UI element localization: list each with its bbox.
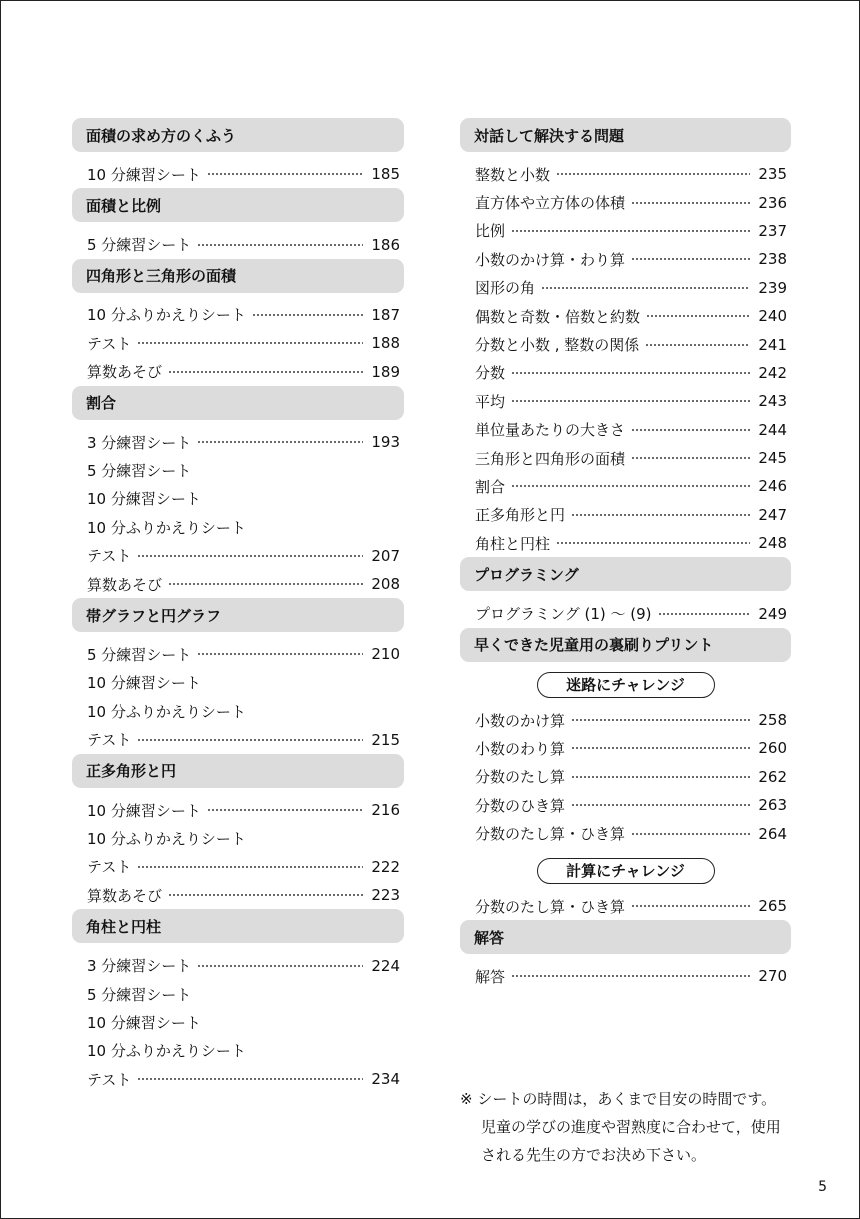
toc-entry-page: 262 — [758, 767, 787, 786]
section-entries — [460, 662, 791, 920]
toc-entry-label: 10 分ふりかえりシート — [87, 518, 246, 537]
toc-entry — [460, 444, 791, 472]
section-entries — [72, 788, 404, 910]
toc-entry-page: 243 — [758, 392, 787, 411]
section-header: 帯グラフと円グラフ — [72, 598, 404, 632]
dot-leader — [631, 199, 750, 207]
toc-entry — [460, 359, 791, 387]
dot-leader — [571, 716, 750, 724]
dot-leader — [197, 438, 363, 446]
dot-leader — [631, 255, 750, 263]
toc-entry — [72, 456, 404, 484]
dot-leader — [631, 426, 750, 434]
section-header: 面積の求め方のくふう — [72, 118, 404, 152]
dot-leader — [511, 482, 750, 490]
toc-entry-page: 188 — [371, 334, 400, 353]
toc-entry-label: 偶数と奇数・倍数と約数 — [475, 307, 641, 326]
dot-leader — [511, 972, 750, 980]
toc-entry-page: 186 — [371, 235, 400, 254]
toc-entry — [72, 980, 404, 1008]
dot-leader — [571, 773, 750, 781]
toc-entry-label: 正多角形と円 — [475, 506, 566, 525]
time-note — [460, 1085, 800, 1169]
toc-entry-label: 5 分練習シート — [87, 236, 192, 255]
section-header: 対話して解決する問題 — [460, 118, 791, 152]
toc-entry — [460, 188, 791, 216]
dot-leader — [197, 241, 363, 249]
toc-entry-label: 分数のたし算・ひき算 — [475, 825, 626, 844]
toc-entry — [72, 881, 404, 909]
dot-leader — [658, 610, 751, 618]
section-header: 角柱と円柱 — [72, 909, 404, 943]
dot-leader — [556, 170, 750, 178]
toc-entry-page: 207 — [371, 546, 400, 565]
toc-entry-page: 236 — [758, 193, 787, 212]
toc-entry — [460, 274, 791, 302]
toc-entry-page: 258 — [758, 711, 787, 730]
dot-leader — [645, 341, 750, 349]
toc-entry-label: 小数のかけ算・わり算 — [475, 250, 626, 269]
toc-entry-label: 5 分練習シート — [87, 985, 192, 1004]
toc-entry-label: 5 分練習シート — [87, 645, 192, 664]
toc-entry-page: 185 — [371, 165, 400, 184]
dot-leader — [137, 736, 363, 744]
toc-entry — [460, 387, 791, 415]
toc-entry-label: テスト — [87, 334, 132, 353]
section-entries — [72, 632, 404, 754]
toc-entry — [460, 501, 791, 529]
toc-left-column — [72, 118, 404, 1093]
toc-entry-page: 235 — [758, 165, 787, 184]
toc-entry-label: 10 分ふりかえりシート — [87, 306, 246, 325]
page-number: 5 — [818, 1179, 827, 1195]
toc-entry-label: 10 分ふりかえりシート — [87, 829, 246, 848]
section-entries — [72, 222, 404, 258]
toc-entry-page: 247 — [758, 505, 787, 524]
toc-entry-page: 234 — [371, 1070, 400, 1089]
dot-leader — [137, 863, 363, 871]
toc-entry-label: 3 分練習シート — [87, 433, 192, 452]
toc-entry-page: 270 — [758, 967, 787, 986]
toc-entry — [460, 599, 791, 627]
toc-entry — [72, 570, 404, 598]
toc-entry — [72, 428, 404, 456]
subgroup-heading — [460, 662, 791, 706]
toc-entry-page: 238 — [758, 250, 787, 269]
toc-entry — [72, 669, 404, 697]
dot-leader — [631, 454, 750, 462]
toc-entry — [460, 734, 791, 762]
section-header: 解答 — [460, 920, 791, 954]
toc-entry-label: テスト — [87, 1070, 132, 1089]
toc-entry — [460, 706, 791, 734]
dot-leader — [571, 511, 750, 519]
dot-leader — [556, 539, 750, 547]
toc-entry — [72, 301, 404, 329]
toc-entry — [72, 640, 404, 668]
toc-entry-label: 分数と小数 , 整数の関係 — [475, 336, 640, 355]
toc-entry-page: 244 — [758, 420, 787, 439]
toc-entry-label: テスト — [87, 547, 132, 566]
dot-leader — [137, 552, 363, 560]
toc-entry-label: 分数のたし算 — [475, 768, 566, 787]
section-header: 早くできた児童用の裏刷りプリント — [460, 628, 791, 662]
dot-leader — [168, 580, 363, 588]
toc-right-column — [460, 118, 791, 991]
toc-entry — [460, 416, 791, 444]
toc-entry — [72, 951, 404, 979]
toc-entry-page: 210 — [371, 645, 400, 664]
toc-entry — [72, 358, 404, 386]
toc-entry — [72, 796, 404, 824]
toc-entry-label: 10 分練習シート — [87, 1013, 201, 1032]
section-header: 割合 — [72, 386, 404, 420]
toc-entry — [72, 853, 404, 881]
toc-entry-label: プログラミング (1) 〜 (9) — [475, 605, 652, 624]
section-entries — [460, 954, 791, 990]
toc-entry-page: 245 — [758, 449, 787, 468]
toc-entry-label: 10 分練習シート — [87, 674, 201, 693]
toc-entry-label: 平均 — [475, 392, 506, 411]
toc-entry-label: 小数のわり算 — [475, 739, 566, 758]
toc-entry-label: テスト — [87, 858, 132, 877]
toc-entry-label: 三角形と四角形の面積 — [475, 449, 626, 468]
toc-entry-page: 224 — [371, 956, 400, 975]
toc-entry — [460, 791, 791, 819]
toc-entry-page: 216 — [371, 801, 400, 820]
toc-entry — [460, 302, 791, 330]
dot-leader — [511, 227, 750, 235]
toc-entry-page: 240 — [758, 307, 787, 326]
toc-entry — [72, 485, 404, 513]
section-entries — [72, 943, 404, 1093]
toc-entry — [72, 824, 404, 852]
toc-entry-label: 小数のかけ算 — [475, 711, 566, 730]
section-header: プログラミング — [460, 557, 791, 591]
toc-entry — [72, 725, 404, 753]
dot-leader — [646, 312, 750, 320]
dot-leader — [137, 1075, 363, 1083]
toc-entry-page: 260 — [758, 739, 787, 758]
dot-leader — [571, 801, 750, 809]
toc-entry — [460, 245, 791, 273]
toc-entry — [460, 763, 791, 791]
toc-entry — [460, 472, 791, 500]
toc-entry-page: 246 — [758, 477, 787, 496]
subgroup-pill: 迷路にチャレンジ — [537, 672, 715, 698]
toc-entry-label: 分数のたし算・ひき算 — [475, 897, 626, 916]
toc-entry-page: 241 — [758, 335, 787, 354]
toc-entry-label: 算数あそび — [87, 886, 163, 905]
dot-leader — [168, 368, 363, 376]
section-entries — [460, 591, 791, 627]
section-header: 正多角形と円 — [72, 754, 404, 788]
toc-entry-label: 5 分練習シート — [87, 462, 192, 481]
subgroup-pill: 計算にチャレンジ — [537, 858, 715, 884]
toc-entry-page: 222 — [371, 857, 400, 876]
toc-entry — [72, 230, 404, 258]
toc-entry — [72, 697, 404, 725]
toc-entry — [460, 160, 791, 188]
toc-entry-page: 265 — [758, 897, 787, 915]
toc-entry — [72, 1065, 404, 1093]
toc-entry-page: 223 — [371, 886, 400, 905]
toc-entry — [460, 217, 791, 245]
toc-entry-label: 算数あそび — [87, 575, 163, 594]
toc-entry — [72, 329, 404, 357]
toc-entry — [460, 892, 791, 920]
dot-leader — [207, 806, 364, 814]
section-header: 面積と比例 — [72, 188, 404, 222]
toc-entry — [72, 160, 404, 188]
toc-entry-label: 割合 — [475, 477, 506, 496]
toc-entry-page: 189 — [371, 362, 400, 381]
toc-entry-label: 10 分練習シート — [87, 490, 201, 509]
toc-entry — [72, 1008, 404, 1036]
toc-entry-page: 249 — [758, 604, 787, 623]
toc-entry-page: 239 — [758, 278, 787, 297]
section-entries — [72, 293, 404, 386]
toc-entry-label: 図形の角 — [475, 279, 536, 298]
toc-entry-label: 10 分ふりかえりシート — [87, 1042, 246, 1061]
dot-leader — [197, 650, 363, 658]
toc-entry-page: 242 — [758, 363, 787, 382]
toc-entry-label: 分数 — [475, 364, 506, 383]
dot-leader — [511, 369, 750, 377]
toc-entry — [460, 529, 791, 557]
toc-entry-page: 208 — [371, 575, 400, 594]
toc-entry-label: 算数あそび — [87, 363, 163, 382]
toc-entry-label: 解答 — [475, 967, 506, 986]
toc-entry-label: 角柱と円柱 — [475, 534, 551, 553]
section-header: 四角形と三角形の面積 — [72, 259, 404, 293]
toc-entry-label: 10 分練習シート — [87, 801, 201, 820]
dot-leader — [571, 744, 750, 752]
toc-entry — [460, 819, 791, 847]
subgroup-heading — [460, 848, 791, 892]
toc-entry-page: 248 — [758, 534, 787, 553]
toc-entry — [72, 513, 404, 541]
toc-entry-label: テスト — [87, 731, 132, 750]
toc-entry — [460, 962, 791, 990]
dot-leader — [252, 311, 364, 319]
dot-leader — [541, 284, 750, 292]
dot-leader — [207, 170, 364, 178]
toc-entry-label: 10 分ふりかえりシート — [87, 702, 246, 721]
note-line-1: ※ シートの時間は，あくまで目安の時間です。 — [460, 1090, 777, 1108]
section-entries — [72, 152, 404, 188]
toc-entry-page: 237 — [758, 221, 787, 240]
section-entries — [72, 420, 404, 598]
dot-leader — [631, 902, 750, 910]
toc-entry — [72, 1037, 404, 1065]
toc-entry-label: 整数と小数 — [475, 165, 551, 184]
toc-entry-page: 193 — [371, 433, 400, 452]
dot-leader — [137, 339, 363, 347]
toc-entry-page: 215 — [371, 730, 400, 749]
toc-entry-label: 10 分練習シート — [87, 165, 201, 184]
toc-entry — [72, 542, 404, 570]
toc-entry-page: 264 — [758, 824, 787, 843]
toc-entry-page: 187 — [371, 305, 400, 324]
toc-entry-label: 3 分練習シート — [87, 957, 192, 976]
section-entries — [460, 152, 791, 557]
dot-leader — [511, 397, 750, 405]
toc-entry-label: 直方体や立方体の体積 — [475, 194, 626, 213]
toc-entry-page: 263 — [758, 796, 787, 815]
dot-leader — [168, 891, 363, 899]
dot-leader — [197, 962, 363, 970]
toc-entry-label: 単位量あたりの大きさ — [475, 421, 626, 440]
toc-entry-label: 比例 — [475, 222, 506, 241]
dot-leader — [631, 830, 750, 838]
note-line-2: 児童の学びの進度や習熟度に合わせて，使用 — [481, 1118, 781, 1136]
toc-entry-label: 分数のひき算 — [475, 796, 566, 815]
toc-entry — [460, 330, 791, 358]
note-line-3: される先生の方でお決め下さい。 — [481, 1146, 707, 1164]
